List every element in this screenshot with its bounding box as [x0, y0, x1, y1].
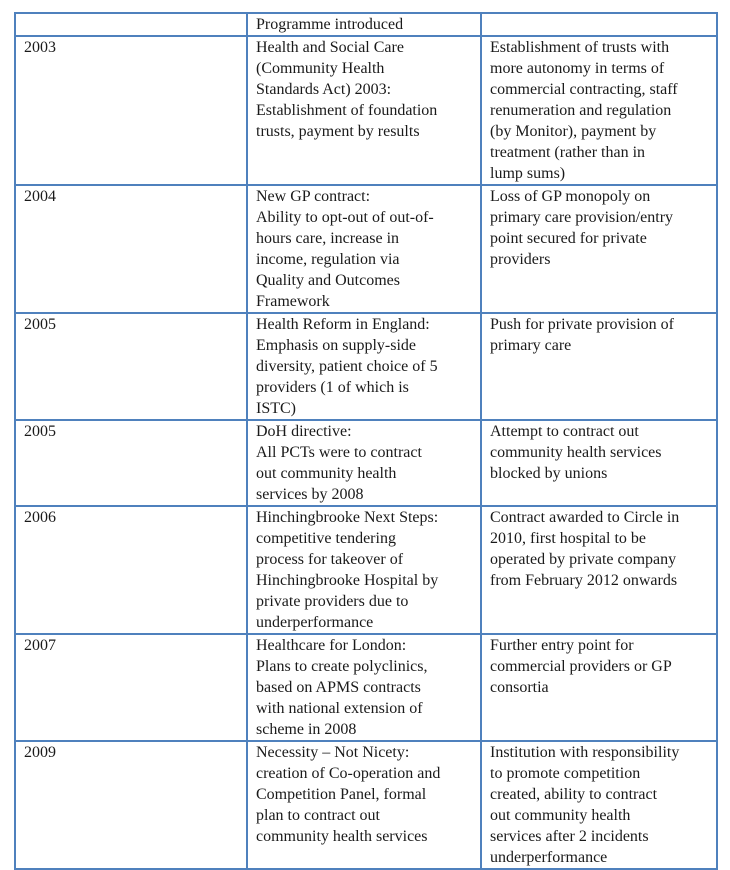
table-row	[15, 420, 717, 506]
table-row	[15, 741, 717, 869]
policy-cell: Programme introduced	[247, 13, 481, 36]
effect-cell: Contract awarded to Circle in 2010, first hospital to be operated by private company from February 2012 onwards	[481, 506, 717, 634]
table-row	[15, 506, 717, 634]
year-cell: 2005	[15, 420, 247, 506]
table-row	[15, 185, 717, 313]
year-cell: 2007	[15, 634, 247, 741]
policy-cell: New GP contract: Ability to opt-out of out-of- hours care, increase in income, regulation via Quality and Outcomes Framework	[247, 185, 481, 313]
year-cell: 2003	[15, 36, 247, 185]
effect-cell	[481, 13, 717, 36]
table-row-continued	[15, 13, 717, 36]
year-cell: 2006	[15, 506, 247, 634]
effect-cell: Establishment of trusts with more autonomy in terms of commercial contracting, staff renumeration and regulation (by Monitor), payment by treatment (rather than in lump sums)	[481, 36, 717, 185]
effect-cell: Further entry point for commercial providers or GP consortia	[481, 634, 717, 741]
policy-cell: Health Reform in England: Emphasis on supply-side diversity, patient choice of 5 providers (1 of which is ISTC)	[247, 313, 481, 420]
year-cell	[15, 13, 247, 36]
policy-cell: Healthcare for London: Plans to create polyclinics, based on APMS contracts with national extension of scheme in 2008	[247, 634, 481, 741]
effect-cell: Attempt to contract out community health services blocked by unions	[481, 420, 717, 506]
effect-cell: Institution with responsibility to promote competition created, ability to contract out community health services after 2 incidents underperformance	[481, 741, 717, 869]
table-row	[15, 36, 717, 185]
policy-cell: Necessity – Not Nicety: creation of Co-operation and Competition Panel, formal plan to contract out community health services	[247, 741, 481, 869]
policy-cell: DoH directive: All PCTs were to contract out community health services by 2008	[247, 420, 481, 506]
effect-cell: Loss of GP monopoly on primary care provision/entry point secured for private providers	[481, 185, 717, 313]
year-cell: 2004	[15, 185, 247, 313]
policy-cell: Health and Social Care (Community Health Standards Act) 2003: Establishment of foundation trusts, payment by results	[247, 36, 481, 185]
policy-timeline-table	[14, 12, 718, 870]
table-row	[15, 634, 717, 741]
year-cell: 2005	[15, 313, 247, 420]
effect-cell: Push for private provision of primary care	[481, 313, 717, 420]
year-cell: 2009	[15, 741, 247, 869]
policy-cell: Hinchingbrooke Next Steps: competitive tendering process for takeover of Hinchingbrooke Hospital by private providers due to underperformance	[247, 506, 481, 634]
table-row	[15, 313, 717, 420]
